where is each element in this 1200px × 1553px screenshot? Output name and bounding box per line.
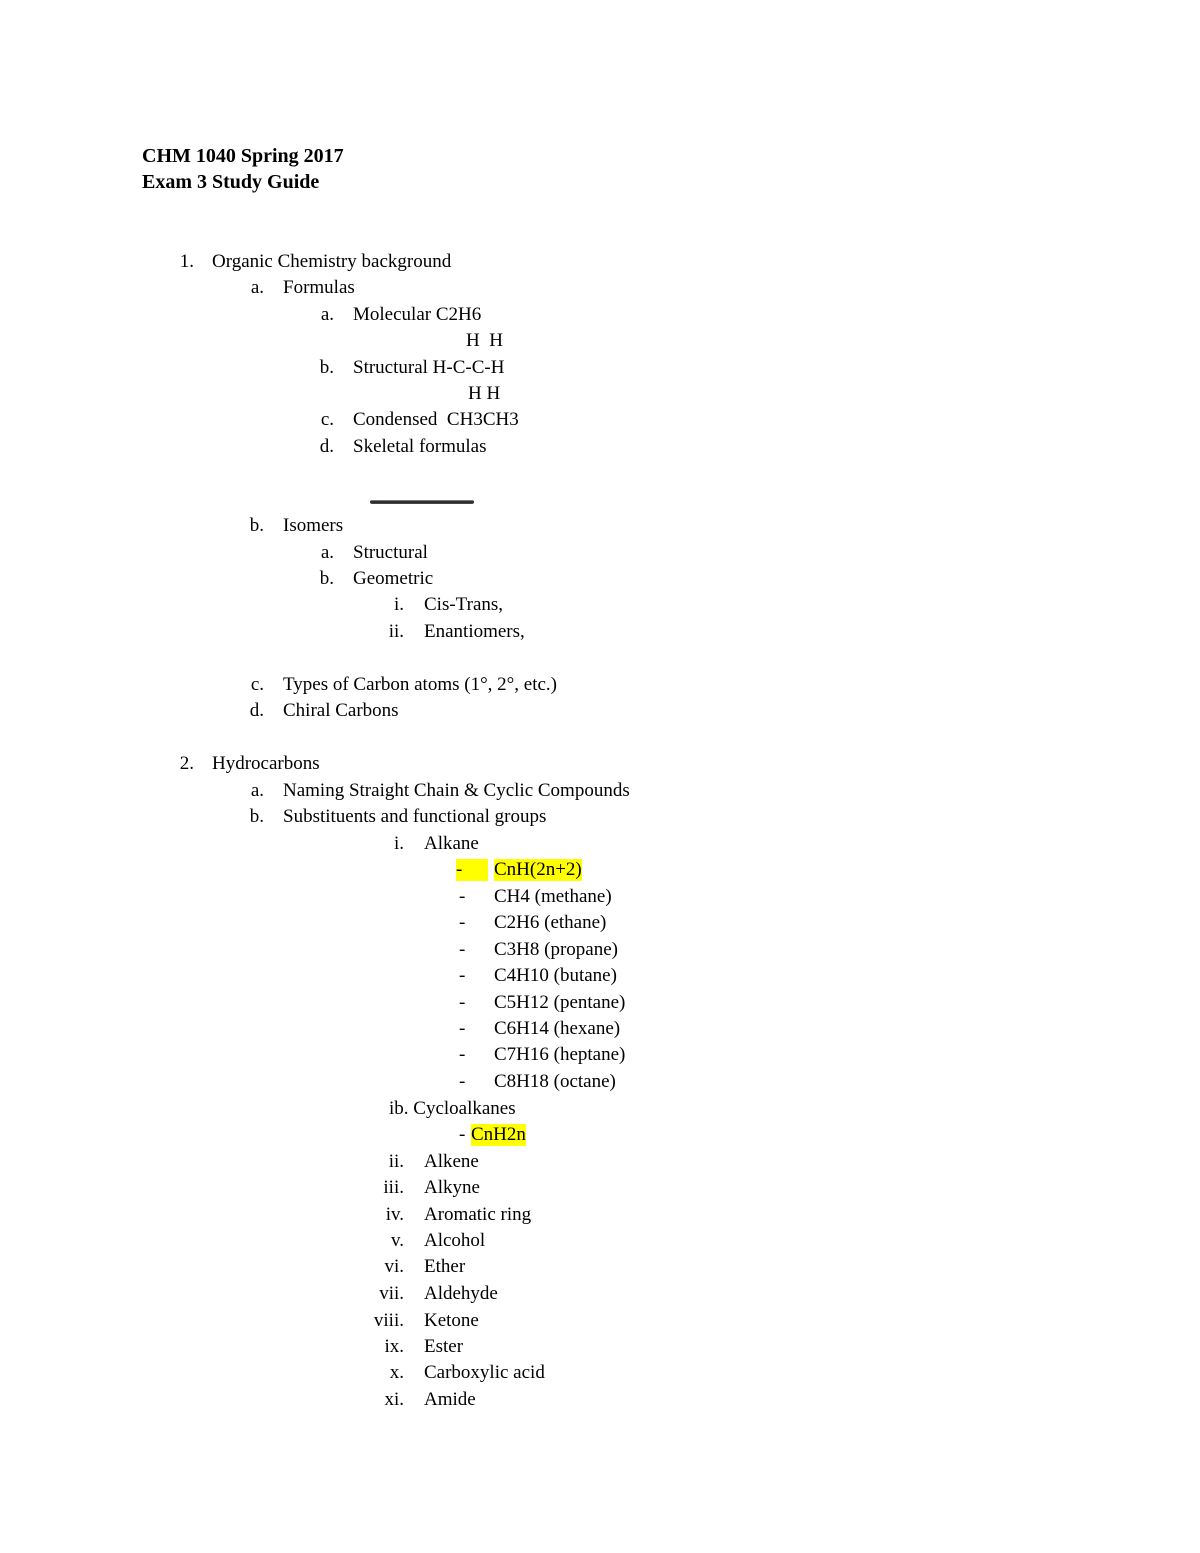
list-text: C8H18 (octane) [494,1071,616,1092]
outline-text: Carboxylic acid [424,1362,545,1383]
outline-marker: i. [393,594,404,615]
list-dash: - [459,1071,466,1092]
outline-text: Alkane [424,833,479,854]
outline-marker: v. [390,1230,404,1251]
outline-marker: xi. [384,1389,404,1410]
outline-text: Isomers [283,515,344,536]
list-text: CnH2n [471,1124,526,1145]
outline-text: Geometric [353,568,434,589]
outline-marker: 1. [179,251,194,272]
list-text: C6H14 (hexane) [494,1018,621,1039]
outline-text: Cis-Trans, [424,594,504,615]
outline-text: Aromatic ring [424,1204,532,1225]
list-dash: - [459,992,466,1013]
structural-formula-top-h: H H [466,330,503,351]
outline-text: Organic Chemistry background [212,251,452,272]
outline-marker: d. [249,700,264,721]
outline-marker: a. [250,780,264,801]
list-dash: - [456,859,488,881]
outline-marker: ii. [388,621,404,642]
outline-marker: b. [319,357,334,378]
outline-marker: ii. [388,1151,404,1172]
outline-marker: b. [319,568,334,589]
outline-text: Aldehyde [424,1283,498,1304]
outline-marker: b. [249,515,264,536]
outline-marker: c. [320,409,334,430]
outline-text: Chiral Carbons [283,700,399,721]
outline-marker: vi. [384,1256,404,1277]
outline-marker: d. [319,436,334,457]
skeletal-formula-line [370,500,474,504]
list-dash: - [459,1044,466,1065]
outline-text: Naming Straight Chain & Cyclic Compounds [283,780,630,801]
outline-marker: vii. [379,1283,404,1304]
list-dash: - [459,1018,466,1039]
cycloalkanes-heading: ib. Cycloalkanes [389,1098,516,1119]
list-dash: - [459,965,466,986]
outline-text: Condensed CH3CH3 [353,409,519,430]
outline-marker: x. [389,1362,404,1383]
document-title: CHM 1040 Spring 2017 [142,145,344,167]
list-dash: - [459,1124,471,1145]
outline-text: Alkene [424,1151,479,1172]
outline-marker: c. [250,674,264,695]
outline-text: Alkyne [424,1177,480,1198]
structural-formula-bottom-h: H H [468,383,501,404]
outline-text: Hydrocarbons [212,753,320,774]
outline-marker: a. [320,542,334,563]
outline-text: Types of Carbon atoms (1°, 2°, etc.) [283,674,557,695]
outline-text: Ketone [424,1310,479,1331]
outline-text: Structural H-C-C-H [353,357,505,378]
outline-text: Ether [424,1256,466,1277]
list-text: CH4 (methane) [494,886,612,907]
outline-marker: a. [250,277,264,298]
outline-text: Skeletal formulas [353,436,487,457]
outline-text: Alcohol [424,1230,486,1251]
list-text: C3H8 (propane) [494,939,618,960]
document-subtitle: Exam 3 Study Guide [142,171,320,193]
list-dash: - [459,886,466,907]
list-text: C2H6 (ethane) [494,912,607,933]
outline-text: Substituents and functional groups [283,806,547,827]
list-text: C4H10 (butane) [494,965,617,986]
outline-text: Ester [424,1336,464,1357]
outline-text: Amide [424,1389,476,1410]
list-text: C5H12 (pentane) [494,992,626,1013]
outline-marker: a. [320,304,334,325]
list-dash: - [459,912,466,933]
outline-marker: 2. [179,753,194,774]
outline-marker: iv. [385,1204,404,1225]
outline-text: Formulas [283,277,355,298]
outline-marker: viii. [373,1310,404,1331]
outline-text: Structural [353,542,428,563]
outline-text: Molecular C2H6 [353,304,482,325]
outline-marker: i. [393,833,404,854]
outline-marker: iii. [383,1177,404,1198]
outline-text: Enantiomers, [424,621,525,642]
outline-marker: b. [249,806,264,827]
outline-marker: ix. [384,1336,404,1357]
list-dash: - [459,939,466,960]
list-text: C7H16 (heptane) [494,1044,626,1065]
list-text: CnH(2n+2) [494,859,582,880]
